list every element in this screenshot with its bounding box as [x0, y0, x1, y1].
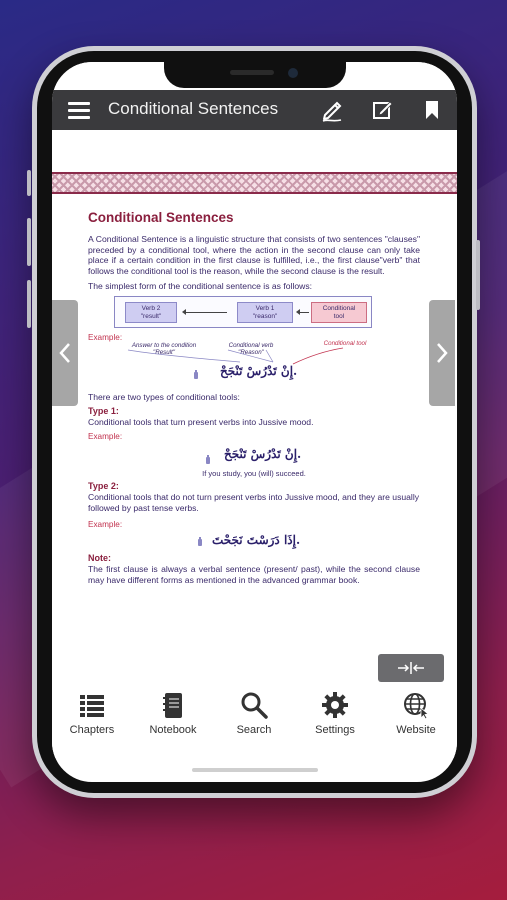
app-bar: [52, 90, 457, 130]
nav-search[interactable]: [214, 690, 294, 736]
note-label: Note:: [88, 553, 111, 564]
bottom-navigation: [52, 688, 457, 758]
type1-label: Type 1:: [88, 406, 119, 417]
edit-note-icon[interactable]: [371, 98, 395, 122]
arabic-example-3: إِذَا دَرَسْتَ نَجَحْتَ.: [212, 533, 301, 548]
next-page-button[interactable]: [429, 300, 455, 406]
two-types-text: There are two types of conditional tools:: [88, 392, 240, 403]
nav-search-label: Search: [236, 724, 272, 736]
home-indicator: [192, 768, 318, 772]
nav-website[interactable]: [376, 690, 456, 736]
mute-switch: [27, 170, 31, 196]
app-title: Conditional Sentences: [108, 99, 279, 118]
arabic-example-1: إِنْ تَدْرُسْ تَنْجَحْ.: [220, 364, 298, 379]
chevron-left-icon: [58, 342, 72, 364]
list-icon: [77, 690, 107, 720]
page-heading: Conditional Sentences: [88, 210, 234, 225]
audio-icon[interactable]: [196, 537, 204, 547]
annotation-tool: Conditional tool: [323, 340, 367, 348]
diagram-arrow-1: [185, 312, 227, 313]
audio-icon[interactable]: [192, 370, 200, 380]
volume-up-button: [27, 218, 31, 266]
volume-down-button: [27, 280, 31, 328]
front-camera: [288, 68, 298, 78]
nav-website-label: Website: [396, 724, 436, 736]
arabic-example-2: إِنْ تَدْرُسْ تَنْجَحْ.: [224, 447, 302, 462]
diagram-arrow-2: [299, 312, 309, 313]
notch: [164, 62, 346, 88]
earpiece-speaker: [230, 70, 274, 75]
diagram-box-result: Verb 2 "result": [125, 302, 177, 323]
example-3-area: [88, 529, 420, 551]
fit-width-button[interactable]: [378, 654, 444, 682]
nav-notebook-label: Notebook: [149, 724, 197, 736]
phone-screen: [52, 62, 457, 782]
globe-icon: [401, 690, 431, 720]
structure-diagram: [114, 296, 372, 328]
decorative-border-top: [52, 172, 457, 194]
audio-icon[interactable]: [204, 455, 212, 465]
chevron-right-icon: [435, 342, 449, 364]
annotation-reason: Conditional verb "Reason": [228, 342, 274, 357]
previous-page-button[interactable]: [52, 300, 78, 406]
example-label-3: Example:: [88, 520, 123, 530]
search-icon: [239, 690, 269, 720]
status-bar: [52, 62, 457, 90]
nav-settings[interactable]: [295, 690, 375, 736]
type2-text: Conditional tools that do not turn present verbs into Jussive mood, and they are usually followed by past tense verbs.: [88, 492, 420, 513]
diagram-box-reason: Verb 1 "reason": [237, 302, 293, 323]
example-label-2: Example:: [88, 432, 123, 442]
page-content: [88, 210, 420, 586]
translation-2: If you study, you (will) succeed.: [202, 469, 306, 479]
type1-text: Conditional tools that turn present verbs into Jussive mood.: [88, 417, 314, 428]
bookmark-icon[interactable]: [420, 98, 444, 122]
note-text: The first clause is always a verbal sentence (present/ past), while the second clause may have different forms as mentioned in the advanced grammar book.: [88, 564, 420, 585]
hamburger-menu-icon[interactable]: [68, 102, 90, 118]
book-page: [52, 130, 457, 690]
gear-icon: [320, 690, 350, 720]
diagram-box-tool: Conditional tool: [311, 302, 367, 323]
intro-paragraph: A Conditional Sentence is a linguistic structure that consists of two sentences "clauses" preceded by a conditional tool, where the action in the second clause can only take place if a certain condition in the first clause is fulfilled, i.e., the first clause"verb" that follows the conditional tool is the reason, while the second clause is the result.: [88, 234, 420, 276]
nav-chapters-label: Chapters: [69, 724, 115, 736]
nav-chapters[interactable]: [52, 690, 132, 736]
example-annotated: [88, 342, 420, 386]
power-button: [476, 240, 480, 310]
nav-settings-label: Settings: [315, 724, 355, 736]
type2-label: Type 2:: [88, 481, 119, 492]
simplest-form-text: The simplest form of the conditional sentence is as follows:: [88, 281, 313, 292]
fit-width-icon: [396, 661, 426, 675]
pen-icon[interactable]: [320, 98, 344, 122]
notebook-icon: [158, 690, 188, 720]
example-2-area: [88, 441, 420, 479]
example-label: Example:: [88, 333, 123, 343]
annotation-result: Answer to the condition "Result": [131, 342, 197, 357]
nav-notebook[interactable]: [133, 690, 213, 736]
